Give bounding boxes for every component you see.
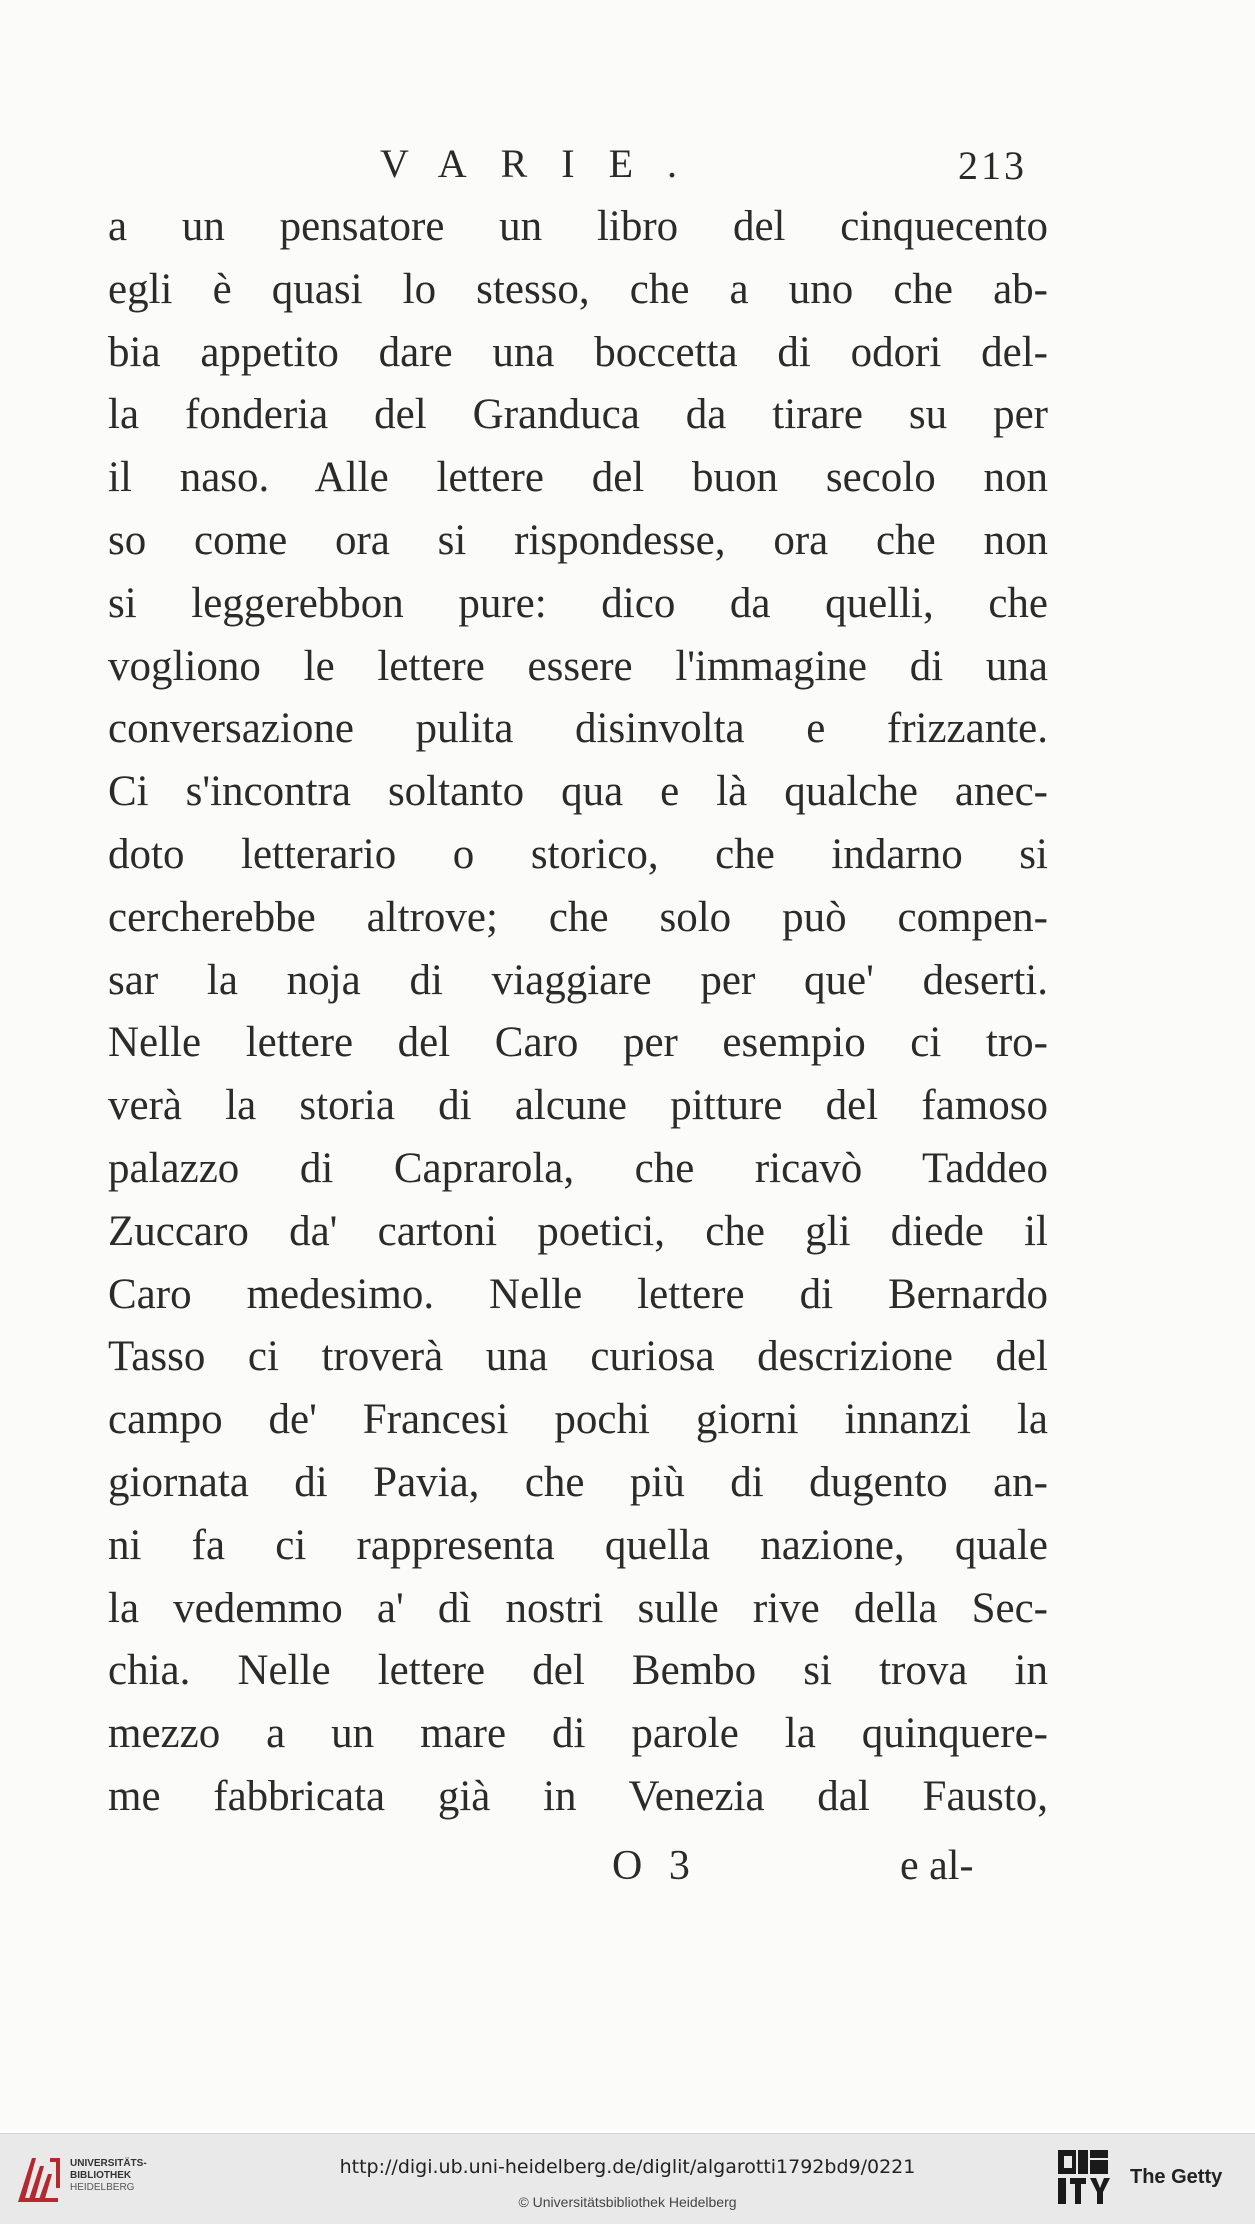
text-line: mezzo a un mare di parole la quinquere- xyxy=(108,1710,1048,1758)
text-line: so come ora si rispondesse, ora che non xyxy=(108,516,1048,564)
text-line: ni fa ci rappresenta quella nazione, quale xyxy=(108,1521,1048,1569)
text-line: Tasso ci troverà una curiosa descrizione del xyxy=(108,1333,1048,1381)
text-line: bia appetito dare una boccetta di odori del- xyxy=(108,328,1048,376)
text-line: il naso. Alle lettere del buon secolo non xyxy=(108,454,1048,502)
body-text xyxy=(108,196,1048,1829)
text-line: vogliono le lettere essere l'immagine di una xyxy=(108,642,1048,690)
getty-logo-icon xyxy=(1056,2146,1112,2208)
text-line: cercherebbe altrove; che solo può compen- xyxy=(108,893,1048,941)
running-head: VARIE. xyxy=(380,141,712,186)
text-line: Nelle lettere del Caro per esempio ci tro- xyxy=(108,1019,1048,1067)
text-line: Zuccaro da' cartoni poetici, che gli diede il xyxy=(108,1207,1048,1255)
text-line: si leggerebbon pure: dico da quelli, che xyxy=(108,579,1048,627)
library-name-line: UNIVERSITÄTS- xyxy=(70,2158,147,2169)
text-line: la fonderia del Granduca da tirare su per xyxy=(108,391,1048,439)
viewer-footer xyxy=(0,2133,1255,2224)
text-line: me fabbricata già in Venezia dal Fausto, xyxy=(108,1772,1048,1820)
signature-mark: O 3 xyxy=(612,1843,698,1889)
text-line: campo de' Francesi pochi giorni innanzi la xyxy=(108,1396,1048,1444)
library-name-line: BIBLIOTHEK xyxy=(70,2170,132,2181)
text-line: palazzo di Caprarola, che ricavò Taddeo xyxy=(108,1144,1048,1192)
text-line: conversazione pulita disinvolta e frizzante. xyxy=(108,705,1048,753)
text-line: giornata di Pavia, che più di dugento an- xyxy=(108,1458,1048,1506)
text-line: doto letterario o storico, che indarno si xyxy=(108,830,1048,878)
text-line: Caro medesimo. Nelle lettere di Bernardo xyxy=(108,1270,1048,1318)
copyright-notice: © Universitätsbibliothek Heidelberg xyxy=(518,2194,737,2210)
sponsor-name: The Getty xyxy=(1130,2166,1223,2188)
text-line: Ci s'incontra soltanto qua e là qualche anec- xyxy=(108,768,1048,816)
text-line: chia. Nelle lettere del Bembo si trova in xyxy=(108,1647,1048,1695)
library-name-line: HEIDELBERG xyxy=(70,2182,135,2193)
text-line: la vedemmo a' dì nostri sulle rive della Sec- xyxy=(108,1584,1048,1632)
text-line: verà la storia di alcune pitture del famoso xyxy=(108,1082,1048,1130)
page-number: 213 xyxy=(958,143,1027,188)
text-line: sar la noja di viaggiare per que' deserti. xyxy=(108,956,1048,1004)
permalink-url[interactable]: http://digi.ub.uni-heidelberg.de/diglit/algarotti1792bd9/0221 xyxy=(339,2156,916,2178)
catchword: e al- xyxy=(900,1843,974,1889)
text-line: egli è quasi lo stesso, che a uno che ab- xyxy=(108,265,1048,313)
text-line: a un pensatore un libro del cinquecento xyxy=(108,203,1048,250)
